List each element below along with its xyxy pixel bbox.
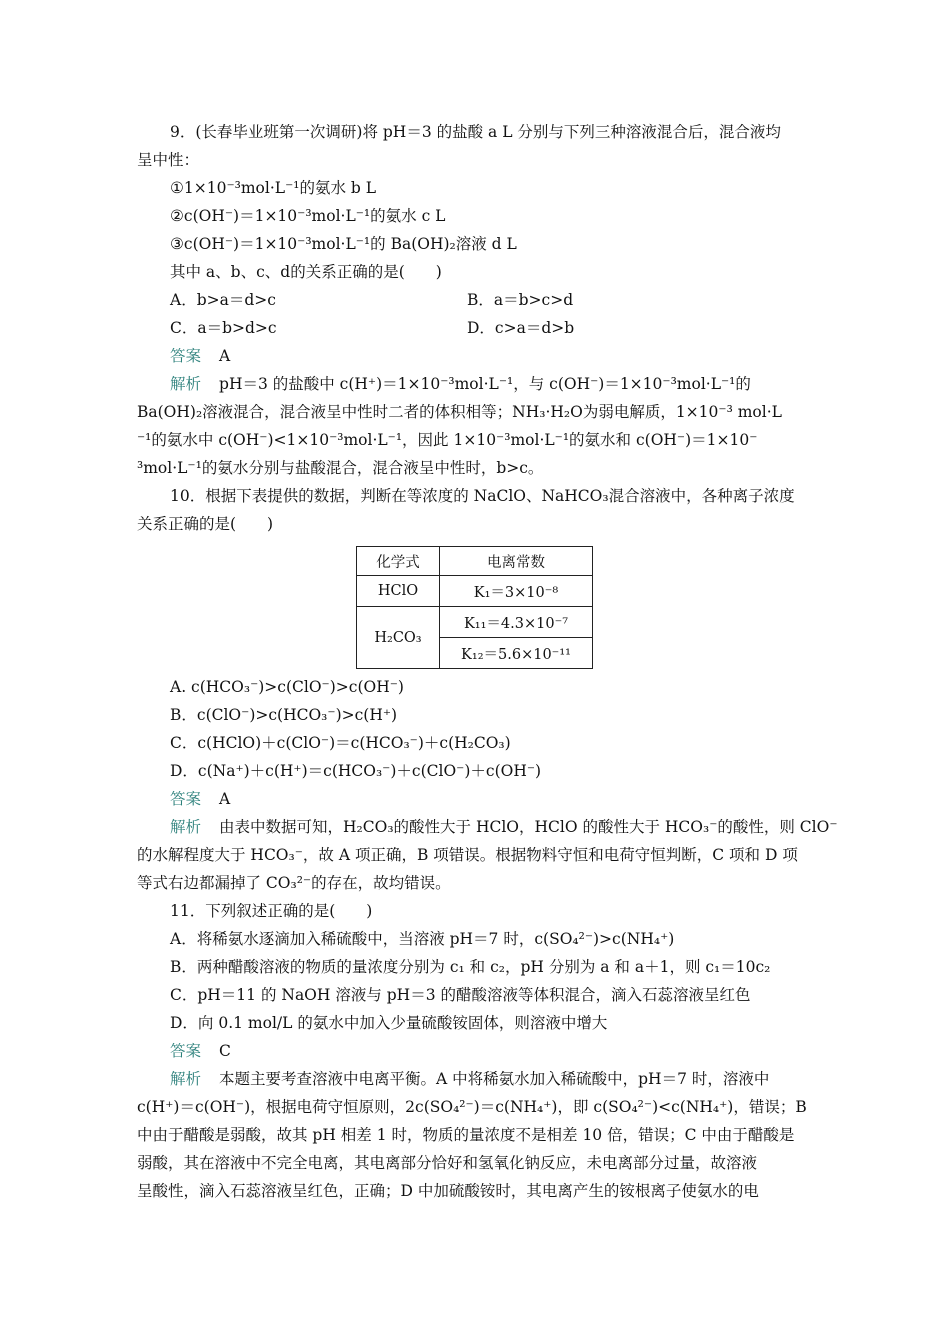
q9-answer-label: 答案: [170, 347, 202, 365]
table-header-row: [357, 547, 593, 576]
table-cell-hclo-name: HClO: [357, 576, 440, 607]
q9-option-c: C．a＝b>d>c: [170, 319, 277, 337]
q11-analysis-line3: 中由于醋酸是弱酸，故其 pH 相差 1 时，物质的量浓度不是相差 10 倍，错误；C 中由于醋酸是: [137, 1126, 795, 1144]
q9-options-ab: [137, 286, 817, 314]
q9-item1: ①1×10⁻³mol·L⁻¹的氨水 b L: [170, 179, 377, 197]
ionization-constant-table: [356, 546, 593, 669]
q11-option-d: D．向 0.1 mol/L 的氨水中加入少量硫酸铵固体，则溶液中增大: [170, 1014, 608, 1032]
q10-stem-line1: 10．根据下表提供的数据，判断在等浓度的 NaClO、NaHCO₃混合溶液中，各种离子浓度: [170, 487, 795, 505]
q10-analysis-line1: [137, 813, 838, 841]
q11-analysis-text1: 本题主要考查溶液中电离平衡。A 中将稀氨水加入稀硫酸中，pH＝7 时，溶液中: [219, 1070, 770, 1088]
q11-analysis-label: 解析: [170, 1070, 202, 1088]
q10-analysis-text1: 由表中数据可知，H₂CO₃的酸性大于 HClO，HClO 的酸性大于 HCO₃⁻的酸性，则 ClO⁻: [219, 818, 838, 836]
table-cell-hclo-k: K₁＝3×10⁻⁸: [440, 576, 593, 607]
q9-item3: ③c(OH⁻)＝1×10⁻³mol·L⁻¹的 Ba(OH)₂溶液 d L: [170, 235, 517, 253]
q11-analysis-line1: [137, 1065, 817, 1093]
document-page: [137, 118, 838, 1205]
q9-answer-value: A: [219, 347, 231, 365]
q10-option-c: C．c(HClO)＋c(ClO⁻)＝c(HCO₃⁻)＋c(H₂CO₃): [170, 734, 511, 752]
q9-analysis-label: 解析: [170, 375, 202, 393]
table-cell-h2co3-k1: K₁₁＝4.3×10⁻⁷: [440, 607, 593, 638]
q9-analysis-line4: ³mol·L⁻¹的氨水分别与盐酸混合，混合液呈中性时，b>c。: [137, 459, 544, 477]
q9-stem-line1: 9．(长春毕业班第一次调研)将 pH＝3 的盐酸 a L 分别与下列三种溶液混合后，混合液均: [170, 123, 781, 141]
q9-analysis-text1: pH＝3 的盐酸中 c(H⁺)＝1×10⁻³mol·L⁻¹，与 c(OH⁻)＝1×10⁻³mol·L⁻¹的: [219, 375, 751, 393]
table-header-formula: 化学式: [357, 547, 440, 576]
q9-item2: ②c(OH⁻)＝1×10⁻³mol·L⁻¹的氨水 c L: [170, 207, 446, 225]
q11-answer-value: C: [219, 1042, 231, 1060]
table-cell-h2co3-name: H₂CO₃: [357, 607, 440, 669]
table-row: [357, 576, 593, 607]
q10-option-a: A. c(HCO₃⁻)>c(ClO⁻)>c(OH⁻): [170, 678, 404, 696]
q10-analysis-line3: 等式右边都漏掉了 CO₃²⁻的存在，故均错误。: [137, 874, 451, 892]
q11-analysis-line2: c(H⁺)＝c(OH⁻)，根据电荷守恒原则，2c(SO₄²⁻)＝c(NH₄⁺)，即 c(SO₄²⁻)<c(NH₄⁺)，错误；B: [137, 1098, 807, 1116]
table-row: [357, 607, 593, 638]
q11-option-c: C．pH＝11 的 NaOH 溶液与 pH＝3 的醋酸溶液等体积混合，滴入石蕊溶液呈红色: [170, 986, 751, 1004]
q10-option-d: D．c(Na⁺)＋c(H⁺)＝c(HCO₃⁻)＋c(ClO⁻)＋c(OH⁻): [170, 762, 542, 780]
q9-analysis-line2: Ba(OH)₂溶液混合，混合液呈中性时二者的体积相等；NH₃·H₂O为弱电解质，1×10⁻³ mol·L: [137, 403, 782, 421]
q9-stem-line2: 呈中性：: [137, 151, 200, 169]
q11-stem: 11．下列叙述正确的是( ): [170, 902, 373, 920]
q11-option-a: A．将稀氨水逐滴加入稀硫酸中，当溶液 pH＝7 时，c(SO₄²⁻)>c(NH₄⁺): [170, 930, 675, 948]
q9-option-a: A．b>a＝d>c: [170, 291, 276, 309]
q9-option-b: B．a＝b>c>d: [467, 291, 574, 309]
q11-option-b: B．两种醋酸溶液的物质的量浓度分别为 c₁ 和 c₂，pH 分别为 a 和 a＋1，则 c₁＝10c₂: [170, 958, 771, 976]
table-header-constant: 电离常数: [440, 547, 593, 576]
q9-answer: [137, 342, 817, 370]
q9-question: 其中 a、b、c、d的关系正确的是( ): [170, 263, 442, 281]
q10-option-b: B．c(ClO⁻)>c(HCO₃⁻)>c(H⁺): [170, 706, 398, 724]
q11-analysis-line4: 弱酸，其在溶液中不完全电离，其电离部分恰好和氢氧化钠反应，未电离部分过量，故溶液: [137, 1154, 758, 1172]
q9-option-d: D．c>a＝d>b: [467, 319, 575, 337]
table-cell-h2co3-k2: K₁₂＝5.6×10⁻¹¹: [440, 638, 593, 669]
q10-answer-value: A: [219, 790, 231, 808]
q11-answer-label: 答案: [170, 1042, 202, 1060]
q11-answer: [137, 1037, 817, 1065]
q10-answer: [137, 785, 817, 813]
q10-analysis-label: 解析: [170, 818, 202, 836]
q10-analysis-line2: 的水解程度大于 HCO₃⁻，故 A 项正确，B 项错误。根据物料守恒和电荷守恒判断，C 项和 D 项: [137, 846, 798, 864]
q10-stem-line2: 关系正确的是( ): [137, 515, 274, 533]
q9-analysis-line1: [137, 370, 817, 398]
q10-answer-label: 答案: [170, 790, 202, 808]
q9-analysis-line3: ⁻¹的氨水中 c(OH⁻)<1×10⁻³mol·L⁻¹，因此 1×10⁻³mol·L⁻¹的氨水和 c(OH⁻)＝1×10⁻: [137, 431, 758, 449]
q11-analysis-line5: 呈酸性，滴入石蕊溶液呈红色，正确；D 中加硫酸铵时，其电离产生的铵根离子使氨水的电: [137, 1182, 759, 1200]
q9-options-cd: [137, 314, 817, 342]
